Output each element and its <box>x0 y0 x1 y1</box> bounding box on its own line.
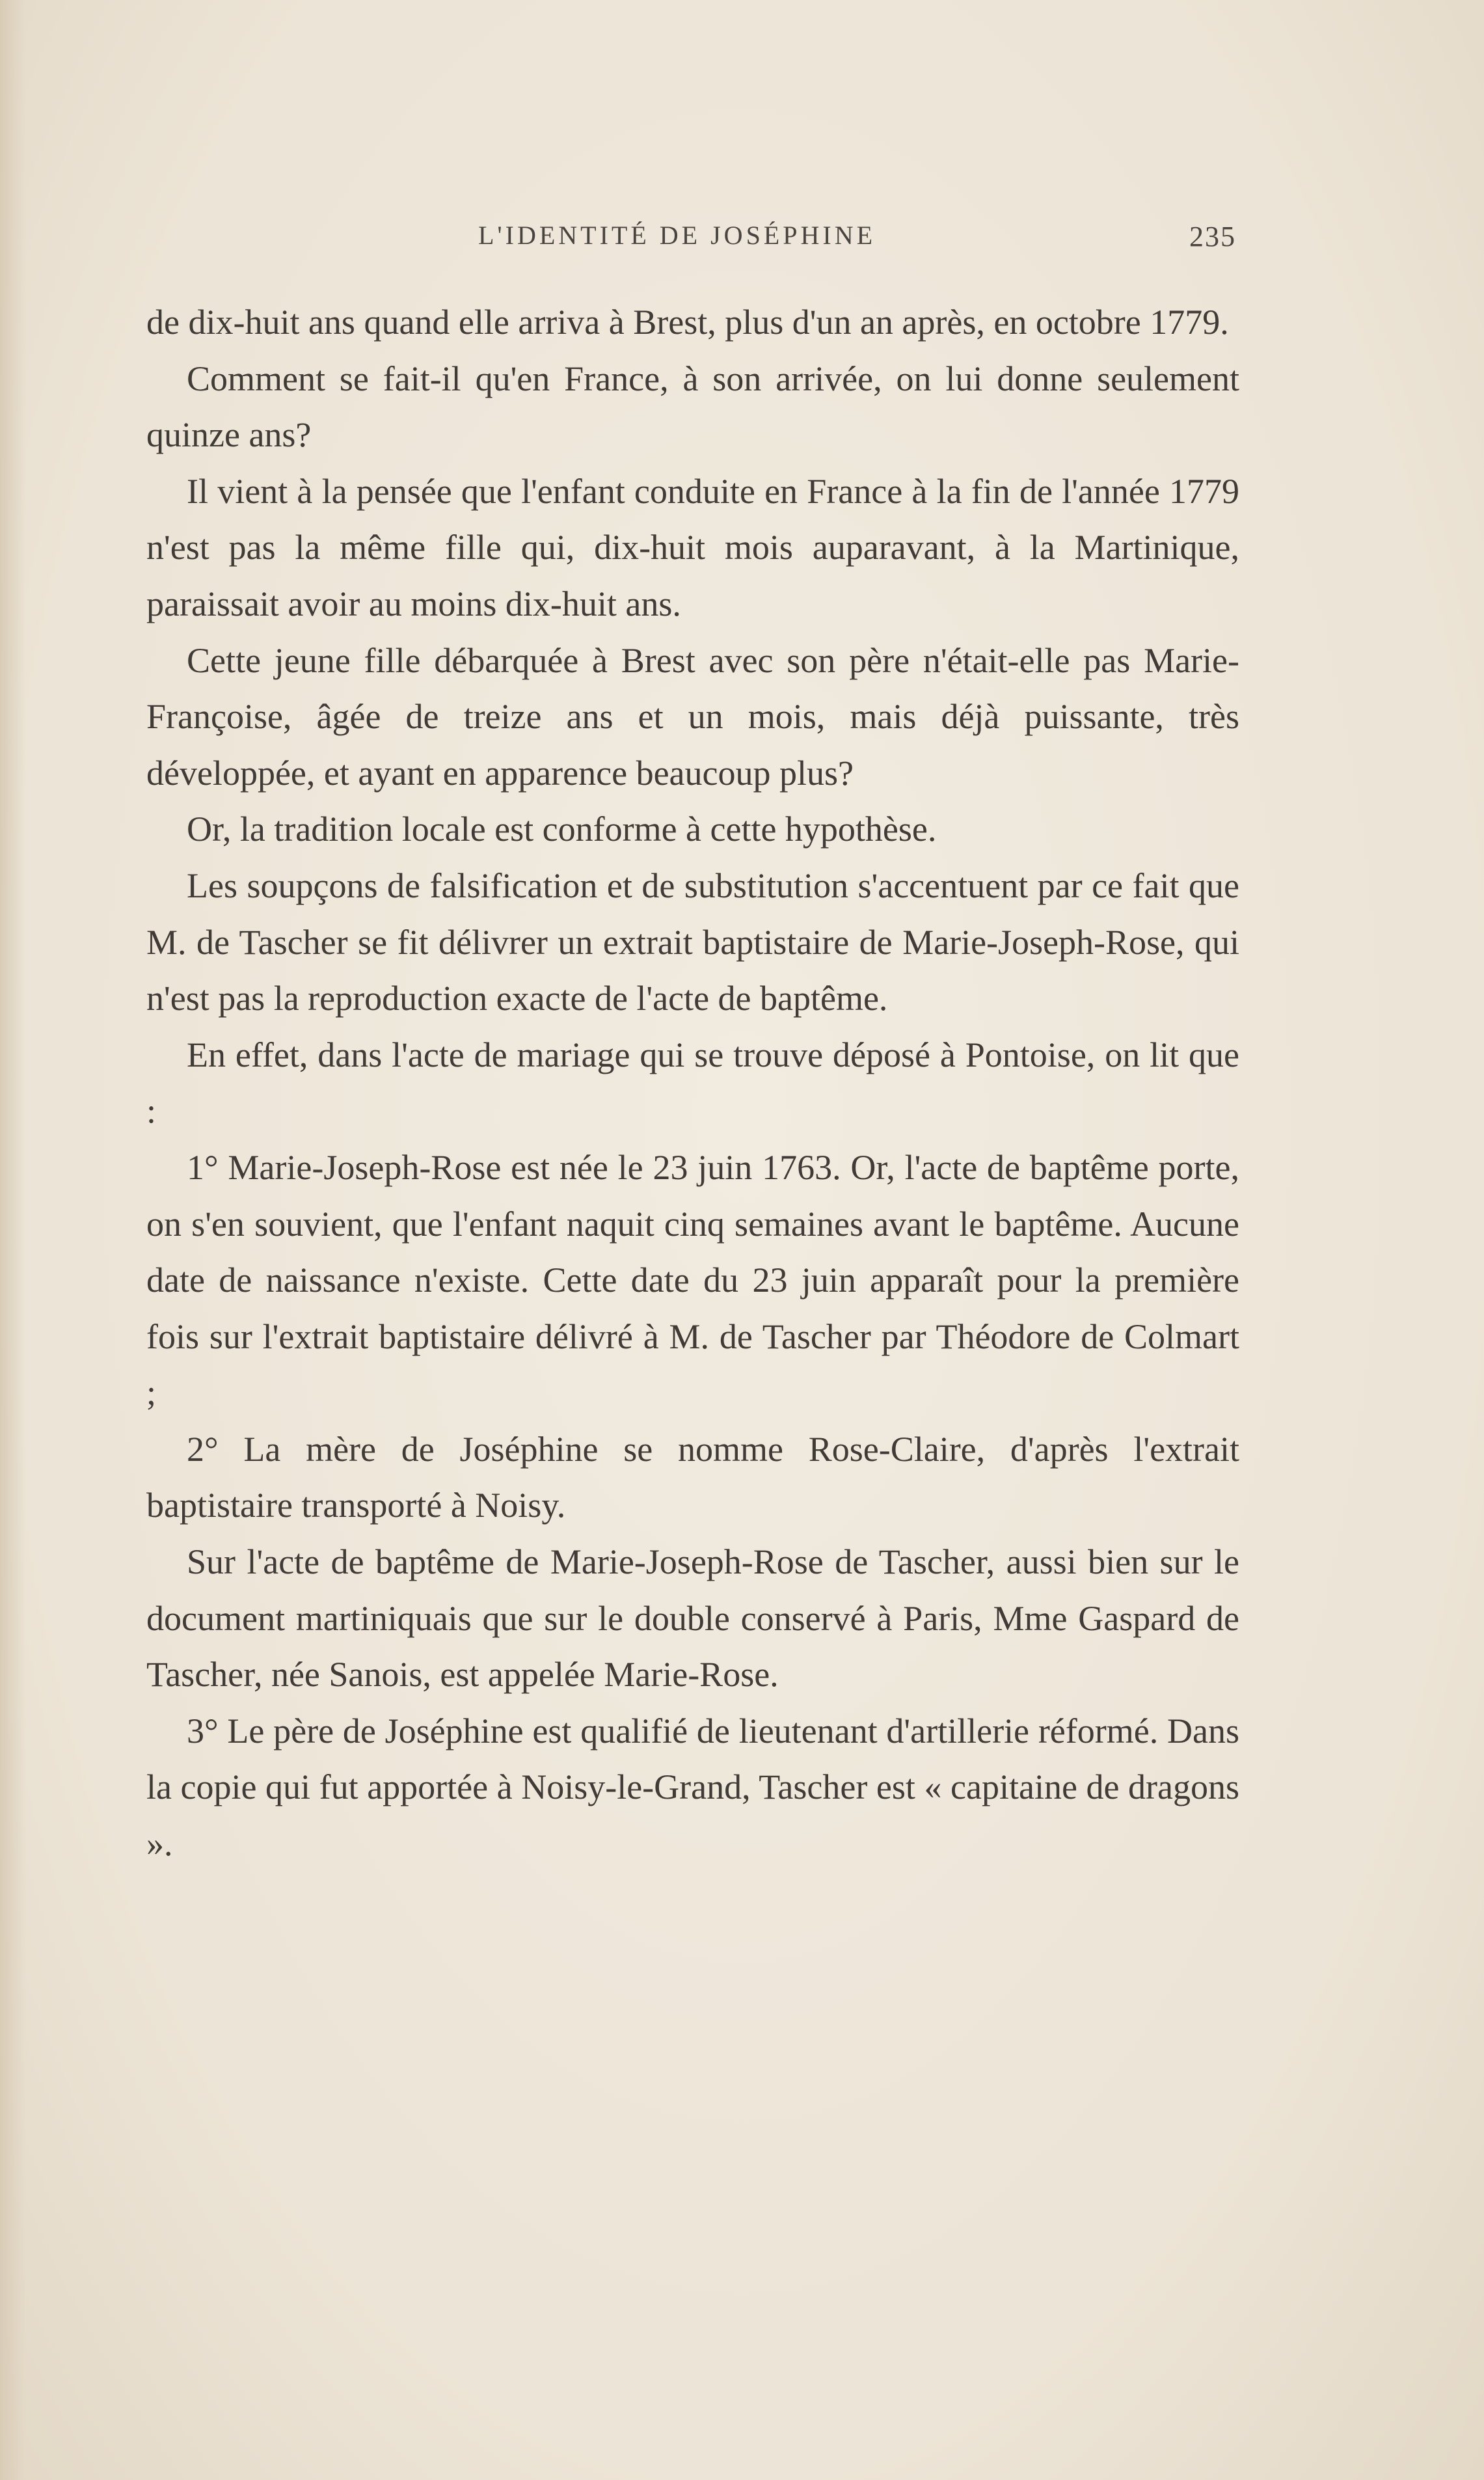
page-edge-shadow <box>0 0 26 2480</box>
body-text <box>146 294 1239 1872</box>
paragraph: En effet, dans l'acte de mariage qui se trouve déposé à Pontoise, on lit que : <box>146 1035 1239 1131</box>
paragraph: Or, la tradition locale est conforme à cette hypothèse. <box>187 810 937 849</box>
running-title: L'IDENTITÉ DE JOSÉPHINE <box>478 221 876 250</box>
paragraph: Sur l'acte de baptême de Marie-Joseph-Rose de Tascher, aussi bien sur le document martiniquais que sur le double conservé à Paris, Mme Gaspard de Tascher, née Sanois, est appelée Marie-Rose. <box>146 1542 1239 1695</box>
paragraph: Cette jeune fille débarquée à Brest avec son père n'était-elle pas Marie-Françoise, âgée de treize ans et un mois, mais déjà puissante, très développée, et ayant en apparence beaucoup plus? <box>146 640 1239 793</box>
paragraph: 2° La mère de Joséphine se nomme Rose-Claire, d'après l'extrait baptistaire transporté à Noisy. <box>146 1429 1239 1525</box>
paragraph: 3° Le père de Joséphine est qualifié de lieutenant d'artillerie réformé. Dans la copie qui fut apportée à Noisy-le-Grand, Tascher est « capitaine de dragons ». <box>146 1711 1239 1864</box>
paragraph: 1° Marie-Joseph-Rose est née le 23 juin 1763. Or, l'acte de baptême porte, on s'en souvient, que l'enfant naquit cinq semaines avant le baptême. Aucune date de naissance n'existe. Cette date du 23 juin apparaît pour la première fois sur l'extrait baptistaire délivré à M. de Tascher par Théodore de Colmart ; <box>146 1147 1239 1413</box>
running-header <box>146 220 1236 259</box>
paragraph: Comment se fait-il qu'en France, à son arrivée, on lui donne seulement quinze ans? <box>146 359 1239 455</box>
paragraph: Il vient à la pensée que l'enfant conduite en France à la fin de l'année 1779 n'est pas la même fille qui, dix-huit mois auparavant, à la Martinique, paraissait avoir au moins dix-huit ans. <box>146 471 1239 623</box>
paragraph-continuation: de dix-huit ans quand elle arriva à Brest, plus d'un an après, en octobre 1779. <box>146 303 1229 342</box>
page-number: 235 <box>1189 221 1236 252</box>
paragraph: Les soupçons de falsification et de substitution s'accentuent par ce fait que M. de Tascher se fit délivrer un extrait baptistaire de Marie-Joseph-Rose, qui n'est pas la reproduction exacte de l'acte de baptême. <box>146 865 1239 1018</box>
